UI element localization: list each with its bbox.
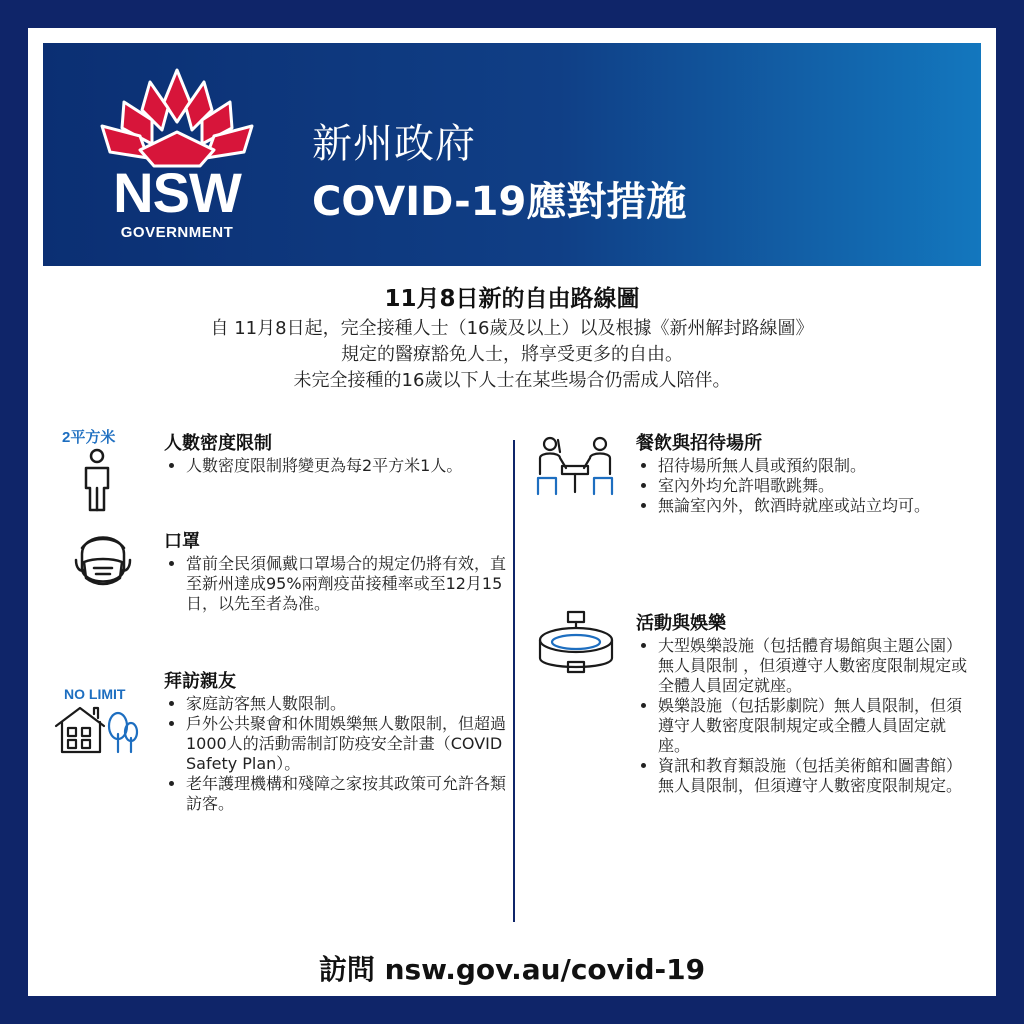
masks-title: 口罩 <box>164 531 200 552</box>
density-section <box>164 432 509 476</box>
intro-line-2: 規定的醫療豁免人士，將享受更多的自由。 <box>341 344 683 365</box>
entertainment-section <box>636 612 974 796</box>
density-label: 2平方米 <box>62 429 116 446</box>
mask-face-icon <box>74 522 132 594</box>
page-heading: 11月8日新的自由路線圖 <box>384 286 640 312</box>
density-item-1: • 人數密度限制將變更為每2平方米1人。 <box>186 456 509 476</box>
visiting-item-1: • 家庭訪客無人數限制。 <box>186 694 509 714</box>
house-tree-icon <box>54 704 140 754</box>
entertainment-item-3: • 資訊和教育類設施（包括美術館和圖書館）無人員限制，但須遵守人數密度限制規定。 <box>658 756 974 796</box>
banner-subtitle: COVID-19應對措施 <box>312 179 687 225</box>
intro-line-3: 未完全接種的16歲以下人士在某些場合仍需成人陪伴。 <box>293 370 731 391</box>
entertainment-title: 活動與娛樂 <box>636 613 726 634</box>
intro-text <box>60 316 964 394</box>
hospitality-item-2: • 室內外均允許唱歌跳舞。 <box>658 476 974 496</box>
hospitality-item-3: • 無論室內外，飲酒時就座或站立均可。 <box>658 496 974 516</box>
hospitality-title: 餐飲與招待場所 <box>636 433 762 454</box>
visiting-section <box>164 670 509 814</box>
visiting-item-3: • 老年護理機構和殘障之家按其政策可允許各類訪客。 <box>186 774 509 814</box>
hospitality-item-1: • 招待場所無人員或預約限制。 <box>658 456 974 476</box>
entertainment-item-1: • 大型娛樂設施（包括體育場館與主題公園）無人員限制 ，但須遵守人數密度限制規定或全體人員固定就座。 <box>658 636 974 696</box>
visiting-label: NO LIMIT <box>64 686 126 702</box>
stadium-icon <box>536 610 616 676</box>
dining-people-icon <box>536 434 614 498</box>
hospitality-section <box>636 432 974 516</box>
density-title: 人數密度限制 <box>164 433 272 454</box>
visiting-item-2: • 戶外公共聚會和休閒娛樂無人數限制，但超過 1000人的活動需制訂防疫安全計畫（COVID Safety Plan）。 <box>186 714 509 774</box>
footer-link[interactable]: 訪問 nsw.gov.au/covid-19 <box>318 953 706 986</box>
person-icon <box>80 448 114 512</box>
banner-title: 新州政府 <box>312 121 476 167</box>
column-divider <box>513 440 515 922</box>
masks-section <box>164 530 509 614</box>
entertainment-item-2: • 娛樂設施（包括影劇院）無人員限制，但須遵守人數密度限制規定或全體人員固定就座。 <box>658 696 974 756</box>
logo-wordmark: NSW <box>113 161 241 224</box>
intro-line-1: 自 11月8日起，完全接種人士（16歲及以上）以及根據《新州解封路線圖》 <box>210 318 814 339</box>
masks-item-1: • 當前全民須佩戴口罩場合的規定仍將有效，直至新州達成95%兩劑疫苗接種率或至12月15日，以先至者為准。 <box>186 554 509 614</box>
logo-subtext: GOVERNMENT <box>120 224 234 241</box>
visiting-title: 拜訪親友 <box>164 671 236 692</box>
